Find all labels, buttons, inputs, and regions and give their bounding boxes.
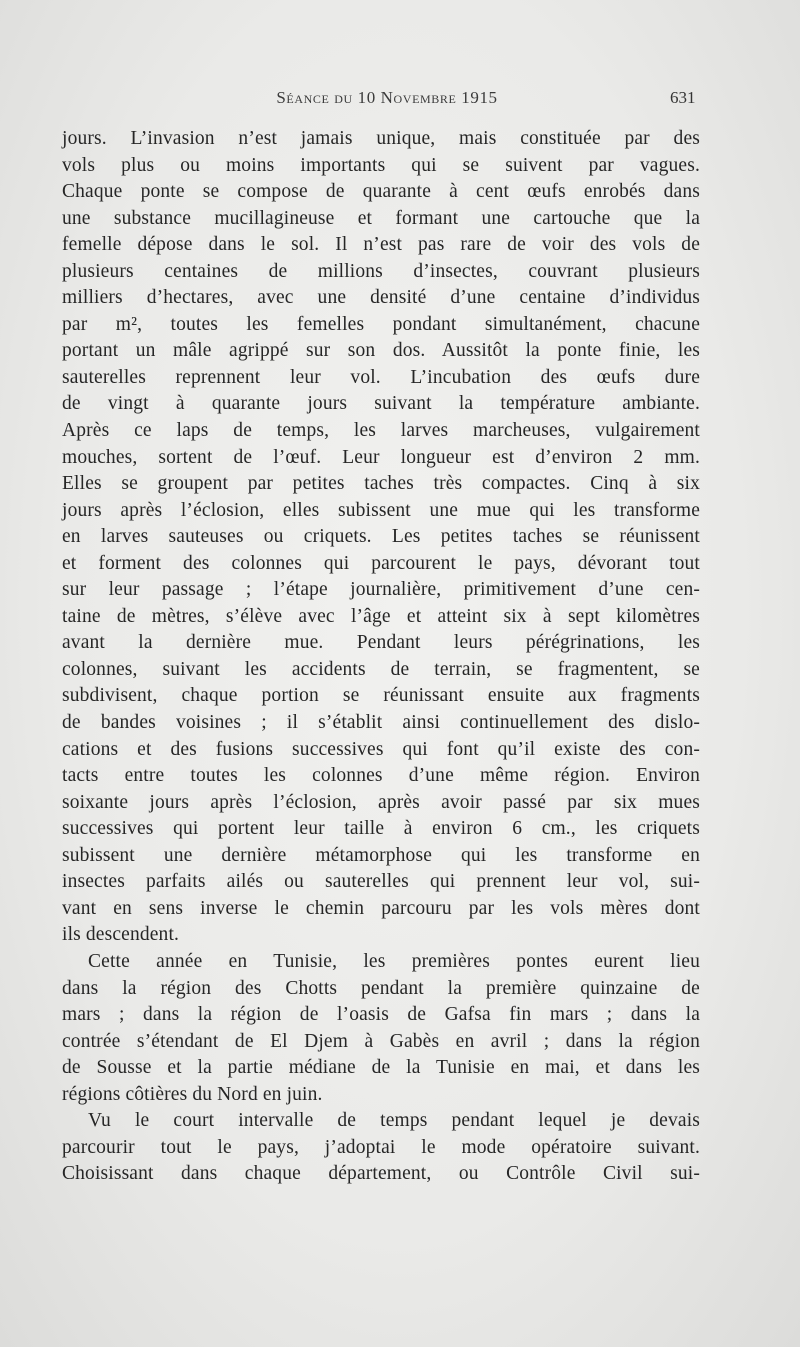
text-line: femelle dépose dans le sol. Il n’est pas rare de voir des vols de bbox=[62, 234, 700, 256]
text-line: ils descendent. bbox=[62, 924, 180, 946]
text-line: cations et des fusions successives qui font qu’il existe des con- bbox=[62, 738, 700, 760]
text-line: colonnes, suivant les accidents de terrain, se fragmentent, se bbox=[62, 658, 700, 680]
text-line: milliers d’hectares, avec une densité d’une centaine d’individus bbox=[62, 287, 700, 309]
text-line: Cette année en Tunisie, les premières pontes eurent lieu bbox=[88, 950, 700, 972]
text-line: en larves sauteuses ou criquets. Les petites taches se réunissent bbox=[62, 526, 700, 548]
text-line: de bandes voisines ; il s’établit ainsi continuellement des dislo- bbox=[62, 712, 700, 734]
text-line: jours. L’invasion n’est jamais unique, mais constituée par des bbox=[62, 128, 700, 149]
running-title: Séance du 10 Novembre 1915 bbox=[276, 88, 498, 107]
text-line: subissent une dernière métamorphose qui les transforme en bbox=[62, 844, 700, 866]
text-line: plusieurs centaines de millions d’insectes, couvrant plusieurs bbox=[62, 260, 700, 282]
text-line: jours après l’éclosion, elles subissent une mue qui les transforme bbox=[62, 499, 700, 521]
text-line: tacts entre toutes les colonnes d’une même région. Environ bbox=[62, 765, 700, 787]
text-line: insectes parfaits ailés ou sauterelles qui prennent leur vol, sui- bbox=[62, 871, 700, 893]
text-line: mars ; dans la région de l’oasis de Gafsa fin mars ; dans la bbox=[62, 1004, 700, 1026]
text-line: Chaque ponte se compose de quarante à cent œufs enrobés dans bbox=[62, 181, 700, 203]
text-line: dans la région des Chotts pendant la première quinzaine de bbox=[62, 977, 700, 999]
text-line: mouches, sortent de l’œuf. Leur longueur est d’environ 2 mm. bbox=[62, 446, 700, 468]
text-line: successives qui portent leur taille à environ 6 cm., les criquets bbox=[62, 818, 700, 840]
text-line: soixante jours après l’éclosion, après avoir passé par six mues bbox=[62, 791, 700, 813]
text-line: parcourir tout le pays, j’adoptai le mode opératoire suivant. bbox=[62, 1136, 700, 1158]
text-line: contrée s’étendant de El Djem à Gabès en avril ; dans la région bbox=[62, 1030, 700, 1052]
text-line: vols plus ou moins importants qui se suivent par vagues. bbox=[62, 154, 700, 176]
text-line: subdivisent, chaque portion se réunissant ensuite aux fragments bbox=[62, 685, 700, 707]
text-line: Choisissant dans chaque département, ou Contrôle Civil sui- bbox=[62, 1163, 700, 1185]
text-line: vant en sens inverse le chemin parcouru par les vols mères dont bbox=[62, 897, 700, 919]
text-line: de Sousse et la partie médiane de la Tunisie en mai, et dans les bbox=[62, 1057, 700, 1079]
text-line: Vu le court intervalle de temps pendant lequel je devais bbox=[88, 1110, 700, 1132]
text-line: régions côtières du Nord en juin. bbox=[62, 1083, 323, 1105]
text-line: par m², toutes les femelles pondant simultanément, chacune bbox=[62, 313, 700, 335]
page-number: 631 bbox=[670, 88, 696, 107]
running-head bbox=[0, 88, 800, 114]
text-line: une substance mucillagineuse et formant une cartouche que la bbox=[62, 207, 700, 229]
body-text bbox=[62, 126, 700, 1188]
text-line: sur leur passage ; l’étape journalière, primitivement d’une cen- bbox=[62, 579, 700, 601]
text-line: Après ce laps de temps, les larves marcheuses, vulgairement bbox=[62, 420, 700, 442]
text-line: et forment des colonnes qui parcourent le pays, dévorant tout bbox=[62, 552, 700, 574]
text-line: portant un mâle agrippé sur son dos. Aussitôt la ponte finie, les bbox=[62, 340, 700, 362]
text-line: sauterelles reprennent leur vol. L’incubation des œufs dure bbox=[62, 366, 700, 388]
text-line: taine de mètres, s’élève avec l’âge et atteint six à sept kilomètres bbox=[62, 605, 700, 627]
text-line: de vingt à quarante jours suivant la température ambiante. bbox=[62, 393, 700, 415]
text-line: avant la dernière mue. Pendant leurs pérégrinations, les bbox=[62, 632, 700, 654]
text-line: Elles se groupent par petites taches très compactes. Cinq à six bbox=[62, 473, 700, 495]
